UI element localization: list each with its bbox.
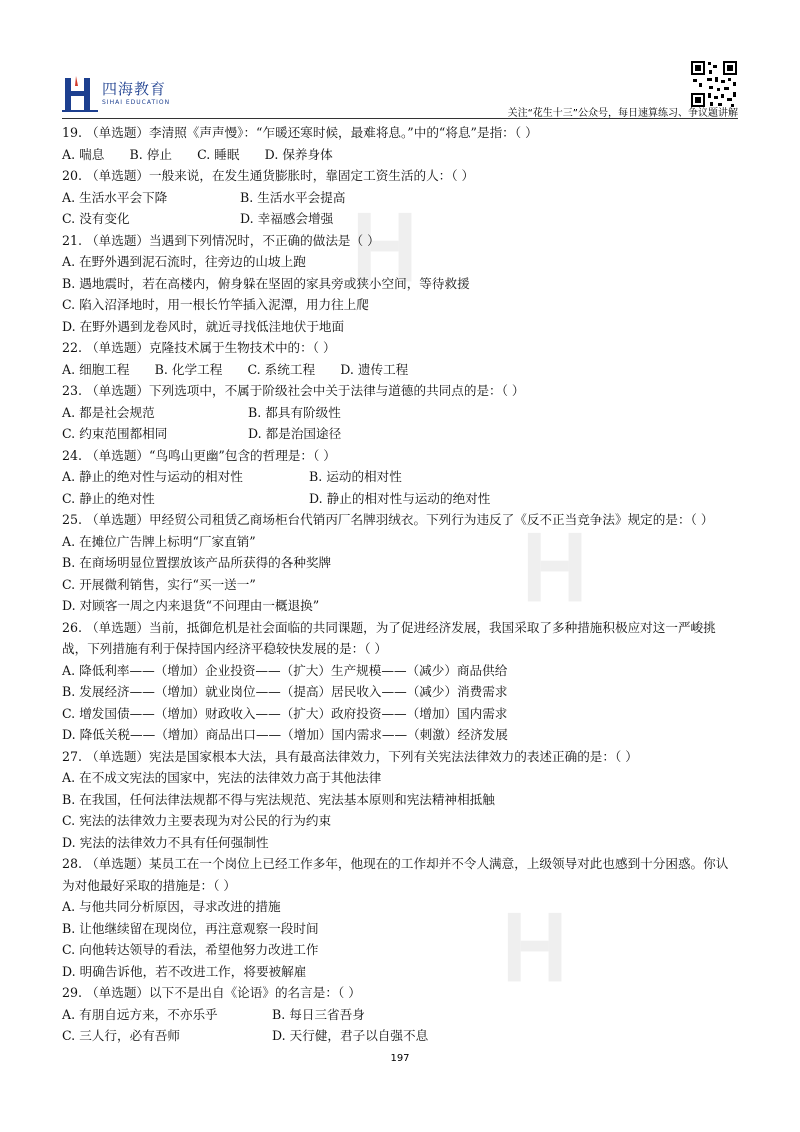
option: D. 在野外遇到龙卷风时，就近寻找低洼地伏于地面: [62, 318, 345, 334]
question-item: [62, 853, 740, 982]
question-text: 23. （单选题）下列选项中，不属于阶级社会中关于法律与道德的共同点的是：（ ）: [62, 383, 525, 398]
question-list: [62, 122, 740, 1047]
option-row: [62, 402, 740, 424]
option: D. 都是治国途径: [248, 426, 342, 441]
option: B. 每日三省吾身: [272, 1006, 365, 1022]
option: A. 静止的绝对性与运动的相对性: [62, 469, 243, 484]
question-text: 19. （单选题）李清照《声声慢》：“乍暖还寒时候，最难将息。”中的“将息”是指：（ ）: [62, 125, 538, 140]
option: D. 降低关税——（增加）商品出口——（增加）国内需求——（刺激）经济发展: [62, 727, 508, 742]
option: C. 三人行，必有吾师: [62, 1028, 180, 1043]
page-number: 197: [390, 1053, 410, 1064]
option-row: [62, 423, 740, 445]
option: A. 在摊位广告牌上标明“厂家直销”: [62, 533, 256, 549]
header-divider: [62, 118, 738, 119]
question-text: 22. （单选题）克隆技术属于生物技术中的：（ ）: [62, 340, 336, 355]
page-header: [0, 0, 800, 120]
option: B. 让他继续留在现岗位，再注意观察一段时间: [62, 920, 319, 936]
question-text: 27. （单选题）宪法是国家根本大法，具有最高法律效力，下列有关宪法法律效力的表述正确的是：（ ）: [62, 748, 638, 764]
option: C. 增发国债——（增加）财政收入——（扩大）政府投资——（增加）国内需求: [62, 705, 508, 721]
option: B. 在商场明显位置摆放该产品所获得的各种奖牌: [62, 555, 332, 570]
option-row: [62, 1004, 740, 1026]
question-text: 24. （单选题）“鸟鸣山更幽”包含的哲理是：（ ）: [62, 447, 336, 463]
option: B. 生活水平会提高: [240, 189, 346, 205]
question-item: [62, 337, 740, 380]
question-text: 29. （单选题）以下不是出自《论语》的名言是：（ ）: [62, 985, 361, 1000]
question-item: [62, 509, 740, 617]
option-row: [62, 466, 740, 488]
option: D. 宪法的法律效力不具有任何强制性: [62, 834, 269, 850]
option: B. 运动的相对性: [309, 469, 402, 484]
question-text: 28. （单选题）某员工在一个岗位上已经工作多年，他现在的工作却并不令人满意，上级领导对此也感到十分困惑。你认为对他最好采取的措施是：（ ）: [62, 856, 729, 893]
option: C. 静止的绝对性: [62, 490, 155, 506]
option: C. 开展微利销售，实行“买一送一”: [62, 576, 256, 592]
option: D. 静止的相对性与运动的绝对性: [309, 490, 491, 506]
option: B. 都具有阶级性: [248, 404, 341, 420]
question-item: [62, 445, 740, 510]
option: A. 有朋自远方来，不亦乐乎: [62, 1006, 218, 1022]
logo: [62, 72, 172, 116]
option: A. 与他共同分析原因，寻求改进的措施: [62, 899, 281, 914]
question-text: 21. （单选题）当遇到下列情况时，不正确的做法是（ ）: [62, 232, 380, 248]
option: C. 没有变化: [62, 211, 130, 226]
option: B. 发展经济——（增加）就业岗位——（提高）居民收入——（减少）消费需求: [62, 684, 508, 699]
option: A. 降低利率——（增加）企业投资——（扩大）生产规模——（减少）商品供给: [62, 662, 508, 678]
logo-mark-icon: [62, 72, 98, 114]
question-item: [62, 165, 740, 230]
header-note: 关注“花生十三”公众号，每日速算练习、争议题讲解: [507, 108, 738, 119]
logo-subtitle: SIHAI EDUCATION: [102, 99, 171, 106]
option: D. 对顾客一周之内来退货“不问理由一概退换”: [62, 598, 320, 613]
option: C. 向他转达领导的看法，希望他努力改进工作: [62, 942, 319, 957]
option-row: [62, 208, 740, 230]
option: A. 生活水平会下降: [62, 189, 168, 205]
question-item: [62, 617, 740, 746]
question-item: [62, 380, 740, 445]
question-item: [62, 982, 740, 1047]
option-row: [62, 187, 740, 209]
option: A. 在不成文宪法的国家中，宪法的法律效力高于其他法律: [62, 770, 382, 785]
question-options: A. 细胞工程 B. 化学工程 C. 系统工程 D. 遗传工程: [62, 361, 409, 377]
option: D. 明确告诉他，若不改进工作，将要被解雇: [62, 963, 307, 979]
option: C. 约束范围都相同: [62, 426, 168, 441]
option-row: [62, 488, 740, 510]
qr-code-icon: [690, 60, 738, 108]
option: C. 宪法的法律效力主要表现为对公民的行为约束: [62, 813, 332, 828]
question-item: [62, 746, 740, 854]
option: D. 天行健，君子以自强不息: [272, 1028, 429, 1043]
question-text: 20. （单选题）一般来说，在发生通货膨胀时，靠固定工资生活的人：（ ）: [62, 168, 475, 183]
option: A. 都是社会规范: [62, 404, 155, 420]
logo-title: 四海教育: [102, 80, 167, 98]
option: B. 在我国，任何法律法规都不得与宪法规范、宪法基本原则和宪法精神相抵触: [62, 791, 495, 807]
question-item: [62, 230, 740, 338]
option: A. 在野外遇到泥石流时，往旁边的山坡上跑: [62, 254, 306, 269]
question-text: 25. （单选题）甲经贸公司租赁乙商场柜台代销丙厂名牌羽绒衣。下列行为违反了《反不正当竞争法》规定的是：（ ）: [62, 512, 714, 527]
option: D. 幸福感会增强: [240, 211, 334, 226]
question-options: A. 喘息 B. 停止 C. 睡眠 D. 保养身体: [62, 146, 333, 162]
option-row: [62, 1025, 740, 1047]
option: C. 陷入沼泽地时，用一根长竹竿插入泥潭，用力往上爬: [62, 297, 369, 312]
question-item: [62, 122, 740, 165]
question-text: 26. （单选题）当前，抵御危机是社会面临的共同课题，为了促进经济发展，我国采取了多种措施积极应对这一严峻挑战，下列措施有利于保持国内经济平稳较快发展的是：（ ）: [62, 619, 716, 656]
option: B. 遇地震时，若在高楼内，俯身躲在坚固的家具旁或狭小空间，等待救援: [62, 275, 470, 291]
